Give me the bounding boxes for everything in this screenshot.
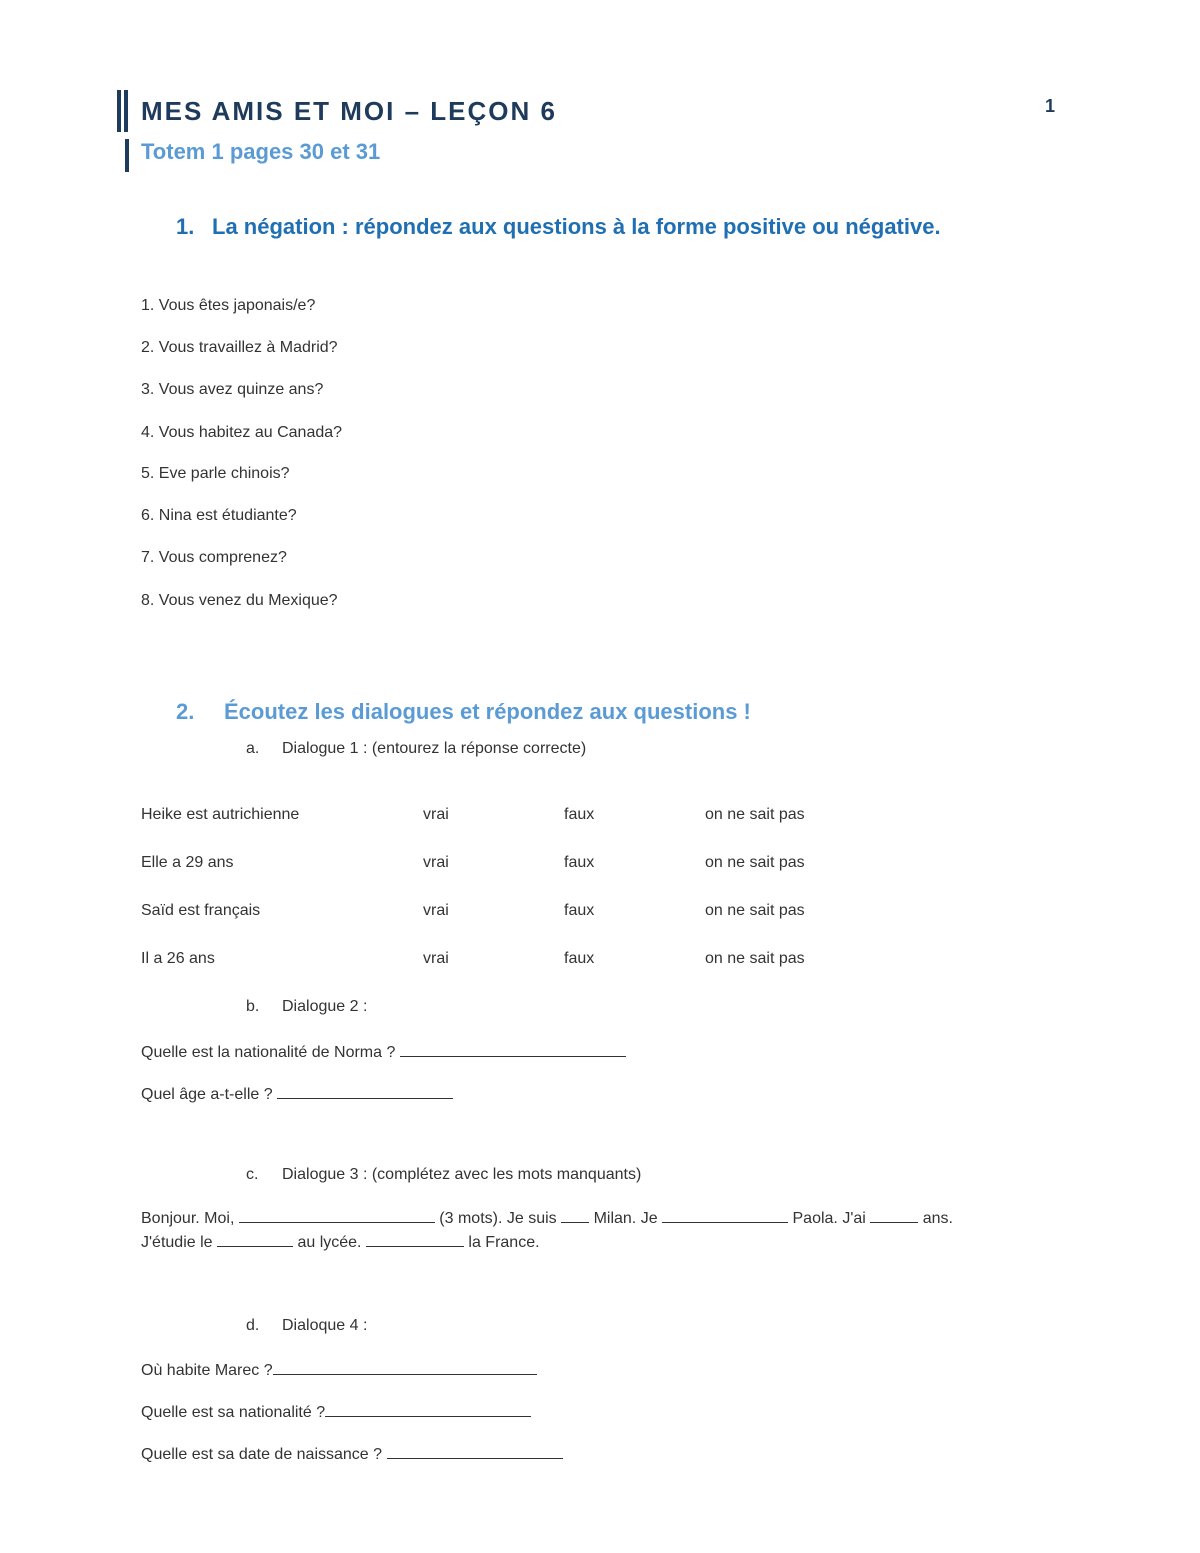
answer-blank[interactable]	[325, 1401, 531, 1417]
title-accent-bar	[117, 90, 121, 132]
answer-blank[interactable]	[387, 1443, 563, 1459]
answer-blank[interactable]	[366, 1231, 464, 1247]
section1-heading-text: La négation : répondez aux questions à la forme positive ou négative.	[212, 214, 941, 239]
question-item: 4. Vous habitez au Canada?	[141, 424, 343, 441]
option-unknown[interactable]: on ne sait pas	[705, 950, 805, 967]
statement-cell: Heike est autrichienne	[141, 806, 300, 823]
dialogue4-label	[246, 1317, 367, 1335]
question-item: 1. Vous êtes japonais/e?	[141, 297, 316, 314]
section2-heading	[176, 699, 751, 725]
dialogue2-letter: b.	[246, 998, 260, 1015]
page-number: 1	[1045, 96, 1056, 116]
fill-text-part: Bonjour. Moi,	[141, 1210, 235, 1227]
dialogue1-label	[246, 740, 586, 758]
subtitle-accent-bar	[125, 139, 129, 172]
section1-number: 1.	[176, 214, 195, 239]
dialogue4-letter: d.	[246, 1317, 260, 1334]
answer-blank[interactable]	[400, 1041, 626, 1057]
dialogue3-label	[246, 1166, 641, 1184]
question-item: 7. Vous comprenez?	[141, 549, 287, 566]
fill-text-part: (3 mots). Je suis	[439, 1210, 557, 1227]
option-vrai[interactable]: vrai	[423, 902, 449, 919]
fill-text-part: ans.	[922, 1210, 953, 1227]
dialogue1-letter: a.	[246, 740, 260, 757]
section2-heading-text: Écoutez les dialogues et répondez aux questions !	[224, 699, 751, 724]
question-text: Quelle est la nationalité de Norma ?	[141, 1044, 396, 1061]
fill-text-part: au lycée.	[297, 1234, 362, 1251]
answer-blank[interactable]	[870, 1207, 918, 1223]
option-vrai[interactable]: vrai	[423, 854, 449, 871]
question-text: Où habite Marec ?	[141, 1362, 273, 1379]
page-title: MES AMIS ET MOI – LEÇON 6	[141, 96, 557, 126]
dialogue4-question	[141, 1443, 563, 1464]
section1-heading	[176, 214, 941, 240]
statement-cell: Elle a 29 ans	[141, 854, 234, 871]
option-faux[interactable]: faux	[564, 854, 595, 871]
option-faux[interactable]: faux	[564, 806, 595, 823]
question-item: 2. Vous travaillez à Madrid?	[141, 339, 338, 356]
question-text: Quelle est sa nationalité ?	[141, 1404, 326, 1421]
dialogue1-label-text: Dialogue 1 : (entourez la réponse correcte)	[282, 740, 587, 757]
section2-number: 2.	[176, 699, 195, 724]
option-faux[interactable]: faux	[564, 902, 595, 919]
dialogue4-question	[141, 1401, 531, 1422]
dialogue2-question	[141, 1041, 626, 1062]
dialogue3-fill-text	[141, 1207, 1021, 1255]
dialogue2-label-text: Dialogue 2 :	[282, 998, 368, 1015]
option-vrai[interactable]: vrai	[423, 806, 449, 823]
fill-text-part: Paola. J'ai	[792, 1210, 866, 1227]
answer-blank[interactable]	[561, 1207, 589, 1223]
option-unknown[interactable]: on ne sait pas	[705, 902, 805, 919]
answer-blank[interactable]	[273, 1359, 537, 1375]
question-text: Quel âge a-t-elle ?	[141, 1086, 273, 1103]
option-faux[interactable]: faux	[564, 950, 595, 967]
question-item: 6. Nina est étudiante?	[141, 507, 297, 524]
fill-text-part: la France.	[468, 1234, 540, 1251]
answer-blank[interactable]	[239, 1207, 435, 1223]
statement-cell: Il a 26 ans	[141, 950, 215, 967]
option-unknown[interactable]: on ne sait pas	[705, 806, 805, 823]
fill-text-part: J'étudie le	[141, 1234, 213, 1251]
dialogue4-question	[141, 1359, 537, 1380]
page-subtitle: Totem 1 pages 30 et 31	[141, 139, 381, 164]
dialogue4-label-text: Dialoque 4 :	[282, 1317, 368, 1334]
dialogue3-label-text: Dialogue 3 : (complétez avec les mots manquants)	[282, 1166, 642, 1183]
dialogue2-question	[141, 1083, 453, 1104]
title-accent-bar	[124, 90, 128, 132]
statement-cell: Saïd est français	[141, 902, 261, 919]
dialogue2-label	[246, 998, 367, 1016]
question-item: 3. Vous avez quinze ans?	[141, 381, 324, 398]
question-text: Quelle est sa date de naissance ?	[141, 1446, 383, 1463]
option-unknown[interactable]: on ne sait pas	[705, 854, 805, 871]
fill-text-part: Milan. Je	[593, 1210, 658, 1227]
question-item: 5. Eve parle chinois?	[141, 465, 290, 482]
dialogue3-letter: c.	[246, 1166, 259, 1183]
answer-blank[interactable]	[277, 1083, 453, 1099]
answer-blank[interactable]	[662, 1207, 788, 1223]
question-item: 8. Vous venez du Mexique?	[141, 592, 338, 609]
option-vrai[interactable]: vrai	[423, 950, 449, 967]
answer-blank[interactable]	[217, 1231, 293, 1247]
